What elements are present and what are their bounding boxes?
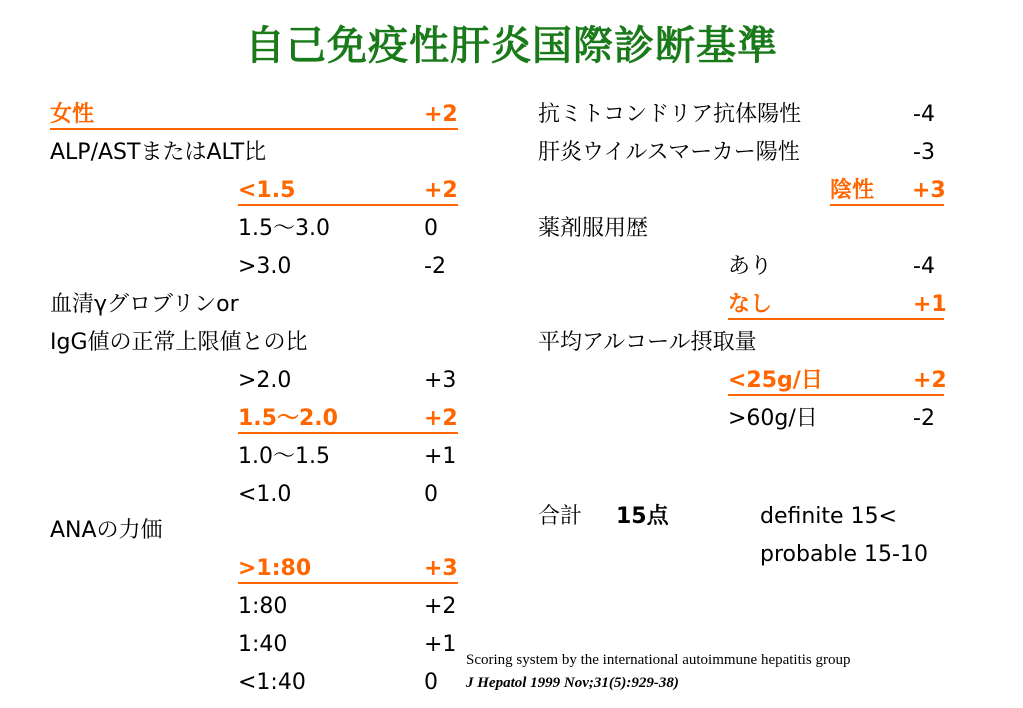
alp-row-underline: [238, 204, 458, 206]
gamma-row-score: +2: [424, 406, 458, 431]
drug-row-underline: [728, 318, 944, 320]
page-title: 自己免疫性肝炎国際診断基準: [245, 23, 778, 69]
ama-score: -4: [913, 102, 935, 127]
negative-label: 陰性: [830, 178, 875, 203]
definite-threshold: definite 15<: [760, 504, 897, 529]
gamma-row-underline: [238, 432, 458, 434]
ana-row-score: +2: [424, 594, 457, 619]
total-label: 合計: [538, 504, 583, 529]
alcohol-row-label: >60g/日: [728, 406, 818, 431]
gamma-row-score: +1: [424, 444, 457, 469]
ana-row-label: >1:80: [238, 556, 312, 581]
alp-row-score: 0: [424, 216, 438, 241]
probable-threshold: probable 15-10: [760, 542, 928, 567]
gamma-heading-2: IgG値の正常上限値との比: [50, 330, 308, 355]
ana-row-label: <1:40: [238, 670, 306, 695]
gamma-row-label: <1.0: [238, 482, 292, 507]
total-value: 15点: [616, 504, 669, 529]
citation-line-1: Scoring system by the international autoimmune hepatitis group: [466, 652, 851, 668]
sex-score: +2: [424, 102, 458, 127]
alp-row-score: -2: [424, 254, 446, 279]
gamma-row-label: 1.0～1.5: [238, 444, 330, 469]
hepatitis-label: 肝炎ウイルスマーカー陽性: [538, 140, 800, 165]
hepatitis-score: -3: [913, 140, 935, 165]
ama-label: 抗ミトコンドリア抗体陽性: [538, 102, 802, 127]
drug-row-label: なし: [728, 292, 773, 317]
alp-row-label: >3.0: [238, 254, 292, 279]
gamma-row-score: +3: [424, 368, 457, 393]
drug-row-score: +1: [913, 292, 947, 317]
ana-row-score: +1: [424, 632, 457, 657]
ana-heading: ANAの力価: [50, 518, 163, 543]
ana-row-label: 1:40: [238, 632, 288, 657]
gamma-row-label: >2.0: [238, 368, 292, 393]
alcohol-row-score: +2: [913, 368, 947, 393]
alp-row-label: 1.5～3.0: [238, 216, 330, 241]
alcohol-row-label: <25g/日: [728, 368, 823, 393]
alcohol-heading: 平均アルコール摂取量: [538, 330, 757, 355]
ana-row-score: +3: [424, 556, 458, 581]
drug-heading: 薬剤服用歴: [538, 216, 649, 241]
ana-row-score: 0: [424, 670, 438, 695]
citation-line-2: J Hepatol 1999 Nov;31(5):929-38): [466, 675, 679, 691]
gamma-heading-1: 血清γグロブリンor: [50, 292, 239, 317]
alp-row-label: <1.5: [238, 178, 296, 203]
drug-row-score: -4: [913, 254, 935, 279]
sex-underline: [50, 128, 458, 130]
drug-row-label: あり: [728, 254, 773, 279]
sex-label: 女性: [50, 102, 95, 127]
gamma-row-label: 1.5～2.0: [238, 406, 338, 431]
negative-underline: [830, 204, 944, 206]
gamma-row-score: 0: [424, 482, 438, 507]
ana-row-label: 1:80: [238, 594, 288, 619]
alp-ratio-heading: ALP/ASTまたはALT比: [50, 140, 267, 165]
alcohol-row-score: -2: [913, 406, 935, 431]
ana-row-underline: [238, 582, 458, 584]
alp-row-score: +2: [424, 178, 458, 203]
negative-score: +3: [912, 178, 946, 203]
alcohol-row-underline: [728, 394, 944, 396]
